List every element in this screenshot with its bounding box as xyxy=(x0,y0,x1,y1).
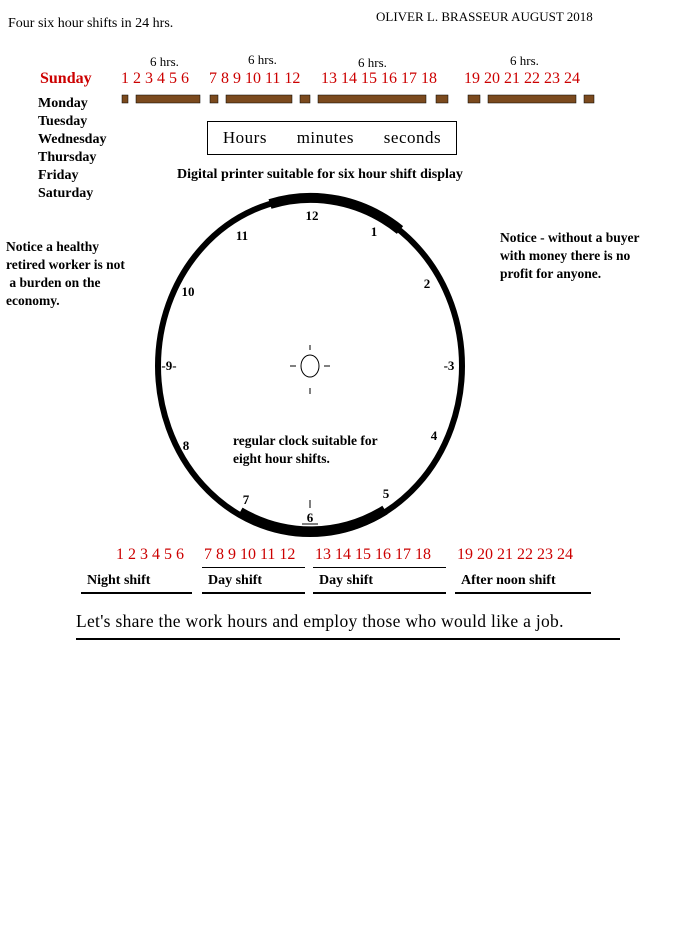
bottom-hours-group-2: 7 8 9 10 11 12 xyxy=(204,546,296,563)
day-shift-top-rule xyxy=(202,567,305,568)
sunday-label: Sunday xyxy=(40,70,92,87)
note-left-line-4: economy. xyxy=(6,293,60,308)
shift-label-night: Night shift xyxy=(81,573,192,594)
six-hrs-label-1: 6 hrs. xyxy=(150,54,179,69)
day-saturday: Saturday xyxy=(38,186,94,201)
clock-caption xyxy=(233,432,378,468)
note-right-line-1: Notice - without a buyer xyxy=(500,230,640,245)
six-hrs-label-2: 6 hrs. xyxy=(248,52,277,67)
top-hours-group-1: 1 2 3 4 5 6 xyxy=(121,70,189,87)
clock-number-2: 2 xyxy=(423,276,431,291)
note-left-line-2: retired worker is not xyxy=(6,257,125,272)
clock-number-11: 11 xyxy=(235,228,249,243)
left-title: Four six hour shifts in 24 hrs. xyxy=(8,16,174,31)
top-hours-group-4: 19 20 21 22 23 24 xyxy=(464,70,580,87)
display-seconds: seconds xyxy=(383,128,442,147)
display-minutes: minutes xyxy=(296,128,355,147)
shift-label-day-2: Day shift xyxy=(313,573,446,594)
clock-number-12: 12 xyxy=(305,208,319,223)
note-left xyxy=(6,238,125,310)
bottom-hours-group-1: 1 2 3 4 5 6 xyxy=(116,546,184,563)
clock-number-1: 1 xyxy=(370,224,378,239)
six-hrs-label-4: 6 hrs. xyxy=(510,53,539,68)
display-caption: Digital printer suitable for six hour shift display xyxy=(177,167,463,182)
day-tuesday: Tuesday xyxy=(38,114,88,129)
clock-number-5: 5 xyxy=(382,486,390,501)
note-right-line-3: profit for anyone. xyxy=(500,266,602,281)
display-hours: Hours xyxy=(222,128,267,147)
clock-face xyxy=(150,190,470,542)
six-hrs-label-3: 6 hrs. xyxy=(358,55,387,70)
digital-display-box xyxy=(207,121,457,155)
clock-number-6: 6 xyxy=(306,510,314,525)
top-hours-group-3: 13 14 15 16 17 18 xyxy=(321,70,437,87)
clock-number-4: 4 xyxy=(430,428,438,443)
clock-caption-line-1: regular clock suitable for xyxy=(233,433,378,448)
clock-number-9: -9- xyxy=(161,358,177,373)
bottom-hours-group-4: 19 20 21 22 23 24 xyxy=(457,546,573,563)
author-date: OLIVER L. BRASSEUR AUGUST 2018 xyxy=(376,9,593,24)
shift-label-day-1: Day shift xyxy=(202,573,305,594)
day-thursday: Thursday xyxy=(38,150,97,165)
note-left-line-3: a burden on the xyxy=(6,275,101,290)
clock-caption-line-2: eight hour shifts. xyxy=(233,451,330,466)
footer-message: Let's share the work hours and employ those who would like a job. xyxy=(76,611,620,640)
note-right xyxy=(500,229,639,283)
clock-outline xyxy=(158,198,462,534)
day-shift-2-top-rule xyxy=(313,567,446,568)
clock-number-10: 10 xyxy=(181,284,195,299)
clock-number-7: 7 xyxy=(242,492,250,507)
clock-number-3: -3 xyxy=(443,358,455,373)
clock-number-8: 8 xyxy=(182,438,190,453)
shift-label-afternoon: After noon shift xyxy=(455,573,591,594)
clock-thick-arc-top xyxy=(270,198,400,230)
day-friday: Friday xyxy=(38,168,79,183)
top-hours-group-2: 7 8 9 10 11 12 xyxy=(209,70,301,87)
weekday-list xyxy=(38,95,106,203)
note-left-line-1: Notice a healthy xyxy=(6,239,99,254)
shift-bar xyxy=(118,92,598,106)
bottom-hours-group-3: 13 14 15 16 17 18 xyxy=(315,546,431,563)
day-monday: Monday xyxy=(38,96,88,111)
clock-center xyxy=(301,355,319,377)
day-wednesday: Wednesday xyxy=(38,132,107,147)
note-right-line-2: with money there is no xyxy=(500,248,631,263)
